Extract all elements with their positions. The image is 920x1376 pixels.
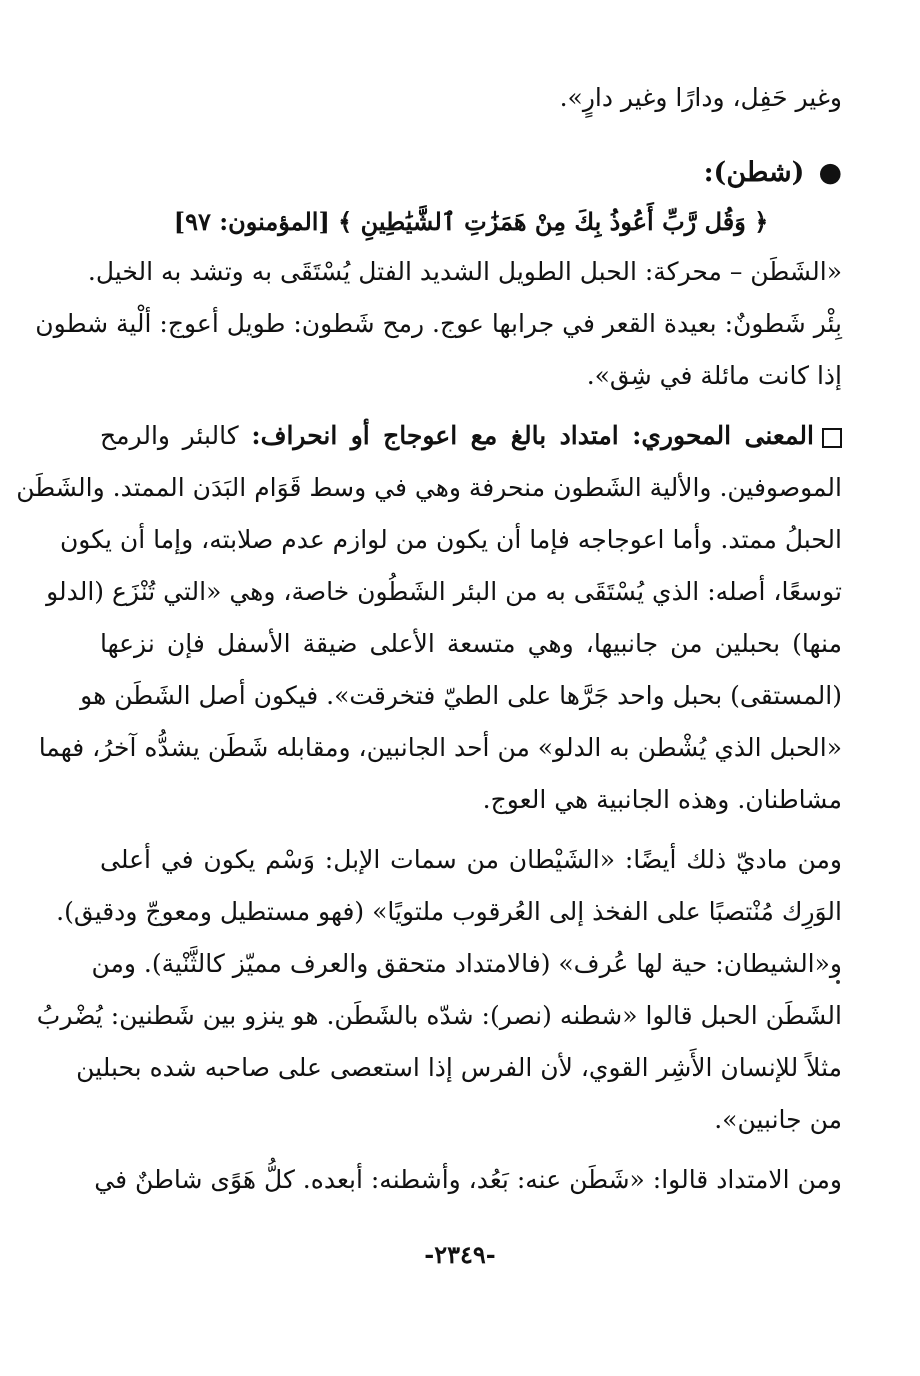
paragraph-line: «الحبل الذي يُشْطن به الدلو» من أحد الجانبين، ومقابله شَطَن يشدُّه آخرُ، فهما xyxy=(38,733,842,762)
paragraph-line: ومن الامتداد قالوا: «شَطَن عنه: بَعُد، وأشطنه: أبعده. كلُّ هَوًى شاطنٌ في xyxy=(94,1165,842,1194)
quran-verse: ﴿ وَقُل رَّبِّ أَعُوذُ بِكَ مِنْ هَمَزَٰتِ ٱلشَّيَٰطِينِ ﴾ [المؤمنون: ٩٧] xyxy=(173,207,769,236)
paragraph-core-meaning xyxy=(16,410,842,826)
heading-text: (شطن): xyxy=(703,157,805,188)
square-icon xyxy=(822,428,842,448)
paragraph-line: إذا كانت مائلة في شِق». xyxy=(586,361,842,390)
paragraph-line: «الشَطَن – محركة: الحبل الطويل الشديد الفتل يُسْتَقَى به وتشد به الخيل. xyxy=(87,257,842,286)
top-line: وغير حَفِل، ودارًا وغير دارٍ». xyxy=(559,83,842,112)
core-meaning-text: كالبئر والرمح xyxy=(100,421,239,450)
margin-dot xyxy=(836,980,840,984)
paragraph-line: منها) بحبلين من جانبيها، وهي متسعة الأعلى ضيقة الأسفل فإن نزعها xyxy=(100,629,842,658)
paragraph-line: (المستقى) بحبل واحد جَرَّها على الطيّ فتخرقت». فيكون أصل الشَطَن هو xyxy=(80,681,842,710)
entry-heading xyxy=(100,148,842,198)
paragraph-line: الموصوفين. والألية الشَطون منحرفة وهي في وسط قَوَام البَدَن الممتد. والشَطَن xyxy=(16,473,842,502)
paragraph-line: مشاطنان. وهذه الجانبية هي العوج. xyxy=(482,785,842,814)
paragraph-line: و«الشيطان: حية لها عُرف» (فالامتداد متحقق والعرف مميّز كالثَّنْية). ومن xyxy=(91,949,842,978)
paragraph-line: الحبلُ ممتد. وأما اعوجاجه فإما أن يكون من لوازم عدم صلابته، وإما أن يكون xyxy=(59,525,842,554)
paragraph-definition xyxy=(35,246,842,402)
paragraph-material xyxy=(36,834,842,1146)
paragraph-line: الوَرِك مُنْتصبًا على الفخذ إلى العُرقوب ملتويًا» (فهو مستطيل ومعوجّ ودقيق). xyxy=(56,897,842,926)
core-meaning-label: المعنى المحوري: امتداد بالغ مع اعوجاج أو انحراف: xyxy=(251,421,814,450)
page-number: -٢٣٤٩- xyxy=(424,1240,496,1269)
bullet-icon: ● xyxy=(818,157,842,188)
paragraph-line xyxy=(100,410,842,462)
paragraph-extension xyxy=(94,1154,842,1206)
paragraph-line: ومن ماديّ ذلك أيضًا: «الشَيْطان من سمات الإبل: وَسْم يكون في أعلى xyxy=(100,845,842,874)
paragraph-line: بِئْر شَطونٌ: بعيدة القعر في جرابها عوج. رمح شَطون: طويل أعوج: ألْية شطون xyxy=(35,309,842,338)
paragraph-line: من جانبين». xyxy=(714,1105,842,1134)
document-page xyxy=(16,72,842,1206)
paragraph-line: توسعًا، أصله: الذي يُسْتَقَى به من البئر الشَطُون خاصة، وهي «التي تُنْزَع (الدلو xyxy=(46,577,842,606)
paragraph-line: مثلاً للإنسان الأَشِر القوي، لأن الفرس إذا استعصى على صاحبه شده بحبلين xyxy=(76,1053,842,1082)
paragraph-line: الشَطَن الحبل قالوا «شطنه (نصر): شدّه بالشَطَن. هو ينزو بين شَطنين: يُضْربُ xyxy=(36,1001,842,1030)
